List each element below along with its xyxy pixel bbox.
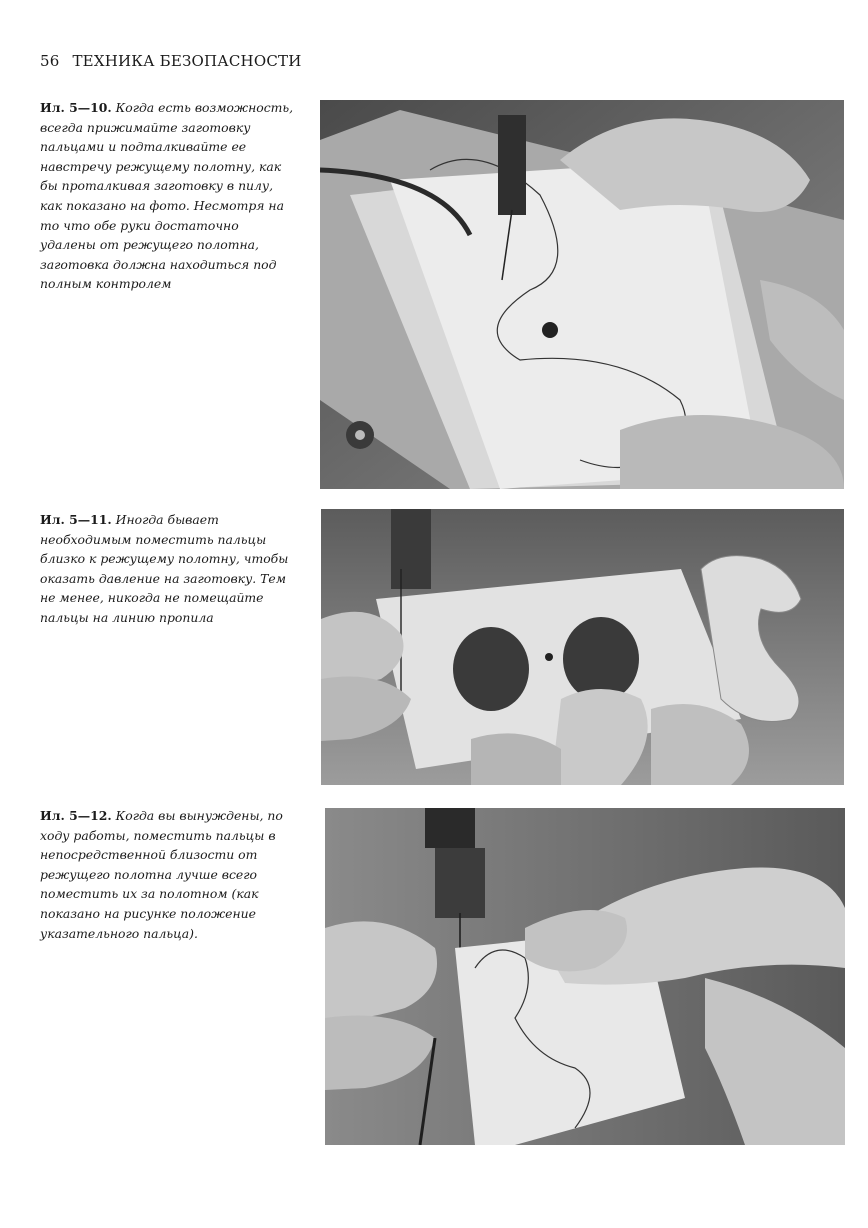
photo-figure-5-10 (320, 100, 844, 489)
figure-caption-text: Иногда бывает необходимым поместить пальцы близко к режущему полотну, чтобы оказать давление на заготовку. Тем не менее, никогда не помещайте пальцы на линию пропила (40, 512, 289, 625)
figure-caption-text: Когда есть возможность, всегда прижимайте заготовку пальцами и подталкивайте ее навстречу режущему полотну, как бы проталкивая заготовку в пилу, как показано на фото. Несмотря на то что обе руки достаточно удалены от режущего полотна, заготовка должна находиться под полным контролем (40, 100, 294, 292)
photo-figure-5-12 (325, 808, 845, 1145)
section-title: ТЕХНИКА БЕЗОПАСНОСТИ (72, 52, 302, 70)
figure-label: Ил. 5—12. (40, 808, 112, 823)
figure-caption-text: Когда вы вынуждены, по ходу работы, поместить пальцы в непосредственной близости от режущего полотна лучше всего поместить их за полотном (как показано на рисунке положение указательного пальца). (40, 808, 283, 941)
photo-figure-5-11 (321, 509, 844, 785)
figure-label: Ил. 5—10. (40, 100, 112, 115)
figure-caption-5-11 (40, 510, 295, 628)
figure-label: Ил. 5—11. (40, 512, 112, 527)
figure-caption-5-12 (40, 806, 295, 943)
running-head (40, 52, 301, 70)
figure-caption-5-10 (40, 98, 295, 294)
page-number: 56 (40, 52, 60, 70)
